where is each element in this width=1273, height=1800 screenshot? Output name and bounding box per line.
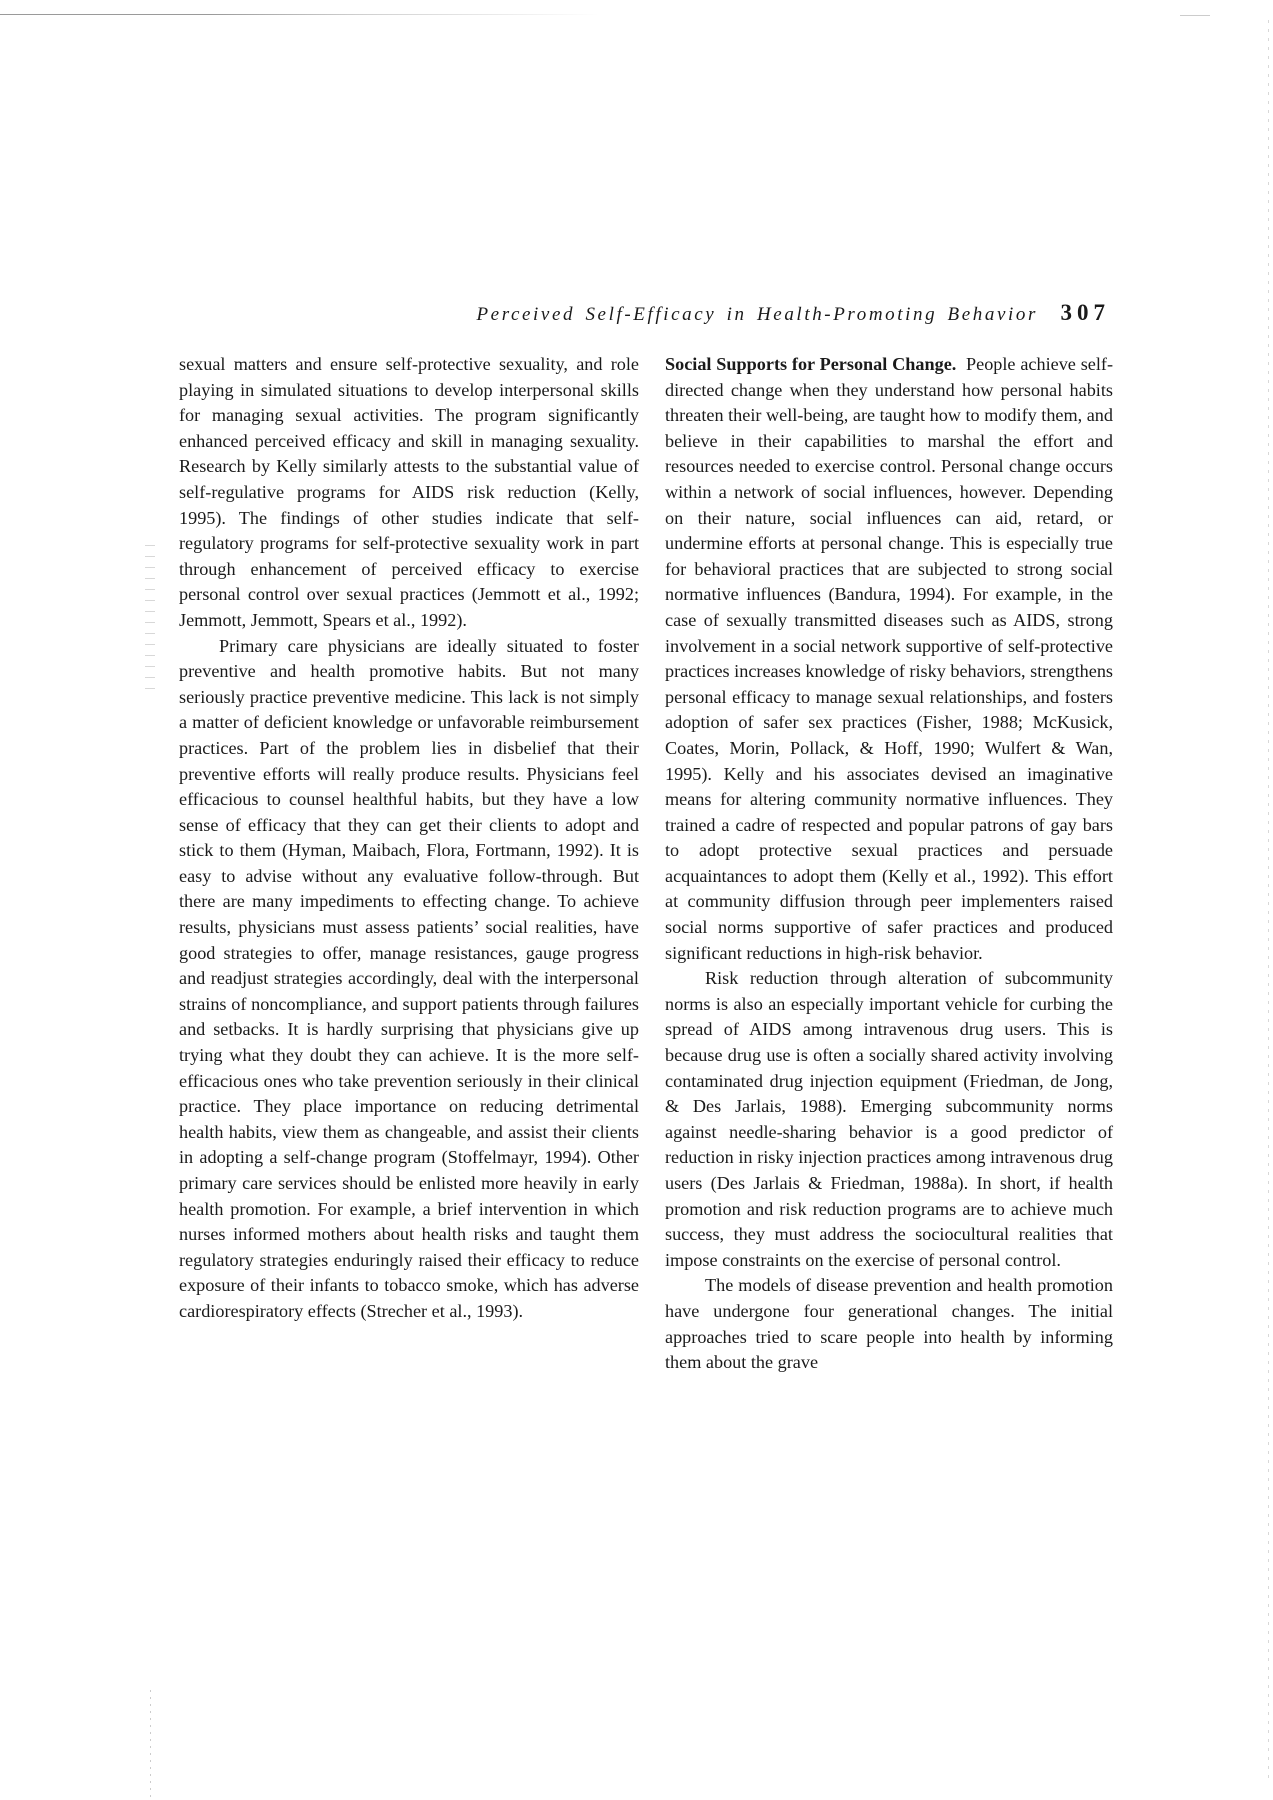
scan-artifact xyxy=(150,1690,151,1800)
running-title: Perceived Self-Efficacy in Health-Promoting Behavior xyxy=(476,304,1038,325)
paragraph: Primary care physicians are ideally situated to foster preventive and health promotive habits. But not many seriously practice preventive medicine. This lack is not simply a matter of deficient knowledge or unfavorable reimbursement practices. Part of the problem lies in disbelief that their preventive efforts will really produce results. Physicians feel efficacious to counsel healthful habits, but they have a low sense of efficacy that they can get their clients to adopt and stick to them (Hyman, Maibach, Flora, Fortmann, 1992). It is easy to advise without any evaluative follow-through. But there are many impediments to effecting change. To achieve results, physicians must assess patients’ social realities, have good strategies to offer, manage resistances, gauge progress and readjust strategies accordingly, deal with the interpersonal strains of noncompliance, and support patients through failures and setbacks. It is hardly surprising that physicians give up trying what they doubt they can achieve. It is the more self-efficacious ones who take prevention seriously in their clinical practice. They place importance on reducing detrimental health habits, view them as changeable, and assist their clients in adopting a self-change program (Stoffelmayr, 1994). Other primary care services should be enlisted more heavily in early health promotion. For example, a brief intervention in which nurses informed mothers about health risks and taught them regulatory strategies enduringly raised their efficacy to reduce exposure of their infants to tobacco smoke, which has adverse cardiorespiratory effects (Strecher et al., 1993). xyxy=(179,635,639,1321)
left-column xyxy=(179,352,639,1325)
scan-edge-mark xyxy=(1180,15,1210,16)
scan-edge-right xyxy=(1268,20,1269,1780)
running-header xyxy=(180,300,1110,330)
right-column xyxy=(665,352,1113,1376)
paragraph xyxy=(665,352,1113,966)
page-number: 307 xyxy=(1060,300,1110,325)
scan-artifact xyxy=(145,545,155,695)
paragraph: Risk reduction through alteration of subcommunity norms is also an especially important vehicle for curbing the spread of AIDS among intravenous drug users. This is because drug use is often a socially shared activity involving contaminated drug injection equipment (Friedman, de Jong, & Des Jarlais, 1988). Emerging subcommunity norms against needle-sharing behavior is a good predictor of reduction in risky injection practices among intravenous drug users (Des Jarlais & Friedman, 1988a). In short, if health promotion and risk reduction programs are to achieve much success, they must address the sociocultural realities that impose constraints on the exercise of personal control. xyxy=(665,968,1113,1270)
paragraph: The models of disease prevention and health promotion have undergone four generational changes. The initial approaches tried to scare people into health by informing them about the grave xyxy=(665,1275,1113,1373)
paragraph-text: People achieve self-directed change when they understand how personal habits threaten their well-being, are taught how to modify them, and believe in their capabilities to marshal the effort and resources needed to exercise control. Personal change occurs within a network of social influences, however. Depending on their nature, social influences can aid, retard, or undermine efforts at personal change. This is especially true for behavioral practices that are subjected to strong social normative influences (Bandura, 1994). For example, in the case of sexually transmitted diseases such as AIDS, strong involvement in a social network supportive of self-protective practices increases knowledge of risky behaviors, strengthens personal efficacy to manage sexual relationships, and fosters adoption of safer sex practices (Fisher, 1988; McKusick, Coates, Morin, Pollack, & Hoff, 1990; Wulfert & Wan, 1995). Kelly and his associates devised an imaginative means for altering community normative influences. They trained a cadre of respected and popular patrons of gay bars to adopt protective sexual practices and persuade acquaintances to adopt them (Kelly et al., 1992). This effort at community diffusion through peer implementers raised social norms supportive of safer practices and produced significant reductions in high-risk behavior. xyxy=(665,354,1114,963)
paragraph: sexual matters and ensure self-protective sexuality, and role playing in simulated situations to develop interpersonal skills for managing sexual activities. The program significantly enhanced perceived efficacy and skill in managing sexuality. Research by Kelly similarly attests to the substantial value of self-regulative programs for AIDS risk reduction (Kelly, 1995). The findings of other studies indicate that self-regulatory programs for self-protective sexuality work in part through enhancement of perceived efficacy to exercise personal control over sexual practices (Jemmott et al., 1992; Jemmott, Jemmott, Spears et al., 1992). xyxy=(179,354,639,630)
scan-edge-top xyxy=(0,14,600,15)
section-heading: Social Supports for Personal Change. xyxy=(665,354,957,374)
